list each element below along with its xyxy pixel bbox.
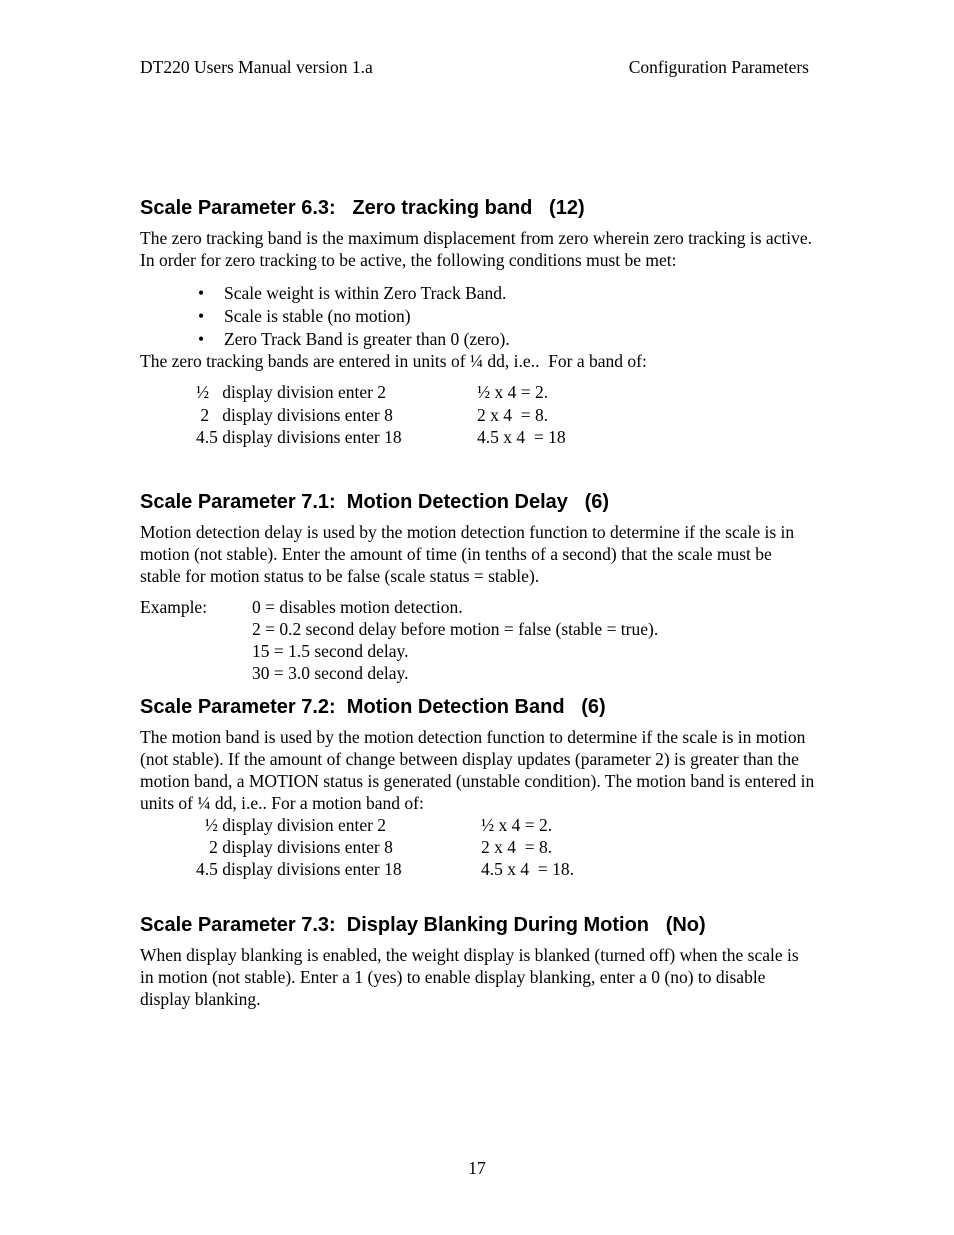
heading-7-1: Scale Parameter 7.1: Motion Detection Delay (6): [140, 491, 610, 513]
paragraph-6-3-units: The zero tracking bands are entered in units of ¼ dd, i.e.. For a band of:: [140, 351, 647, 371]
paragraph-7-3-intro: When display blanking is enabled, the weight display is blanked (turned off) when the scale is in motion (not stable). Enter a 1 (yes) to enable display blanking, enter a 0 (no) to disable display blanking.: [140, 945, 799, 1009]
header-right: Configuration Parameters: [628, 57, 809, 77]
table-row-left: ½ display division enter 2: [196, 382, 387, 402]
table-row-right: 4.5 x 4 = 18: [477, 427, 566, 447]
table-row-left: 2 display divisions enter 8: [196, 837, 393, 857]
bullet-item: Scale is stable (no motion): [224, 306, 411, 326]
heading-7-2: Scale Parameter 7.2: Motion Detection Band (6): [140, 696, 606, 718]
table-row-right: 2 x 4 = 8.: [481, 837, 553, 857]
bullet-item: Scale weight is within Zero Track Band.: [224, 283, 507, 303]
header-left: DT220 Users Manual version 1.a: [140, 57, 373, 77]
table-row-right: ½ x 4 = 2.: [481, 815, 553, 835]
example-item: 30 = 3.0 second delay.: [252, 663, 409, 683]
paragraph-7-1-intro: Motion detection delay is used by the motion detection function to determine if the scale is in motion (not stable). Enter the amount of time (in tenths of a second) that the scale must be stable for motion status to be false (scale status = stable).: [140, 522, 795, 586]
example-item: 2 = 0.2 second delay before motion = false (stable = true).: [252, 619, 659, 639]
bullet-dot: •: [198, 306, 205, 326]
bullet-item: Zero Track Band is greater than 0 (zero).: [224, 329, 510, 349]
table-row-right: 2 x 4 = 8.: [477, 405, 549, 425]
table-row-right: 4.5 x 4 = 18.: [481, 859, 574, 879]
table-row-left: 4.5 display divisions enter 18: [196, 427, 402, 447]
page-number: 17: [468, 1158, 486, 1178]
paragraph-7-2-intro: The motion band is used by the motion detection function to determine if the scale is in motion (not stable). If the amount of change between display updates (parameter 2) is greater than the motion band, a MOTION status is generated (unstable condition). The motion band is entered in units of ¼ dd, i.e.. For a motion band of:: [140, 727, 815, 813]
table-row-left: 4.5 display divisions enter 18: [196, 859, 402, 879]
bullet-dot: •: [198, 283, 205, 303]
paragraph-6-3-intro: The zero tracking band is the maximum displacement from zero wherein zero tracking is active. In order for zero tracking to be active, the following conditions must be met:: [140, 228, 813, 270]
heading-7-3: Scale Parameter 7.3: Display Blanking During Motion (No): [140, 914, 706, 936]
table-row-right: ½ x 4 = 2.: [477, 382, 549, 402]
example-item: 15 = 1.5 second delay.: [252, 641, 409, 661]
heading-6-3: Scale Parameter 6.3: Zero tracking band (12): [140, 197, 585, 219]
example-item: 0 = disables motion detection.: [252, 597, 463, 617]
bullet-dot: •: [198, 329, 205, 349]
table-row-left: 2 display divisions enter 8: [196, 405, 393, 425]
example-label: Example:: [140, 597, 208, 617]
table-row-left: ½ display division enter 2: [196, 815, 387, 835]
